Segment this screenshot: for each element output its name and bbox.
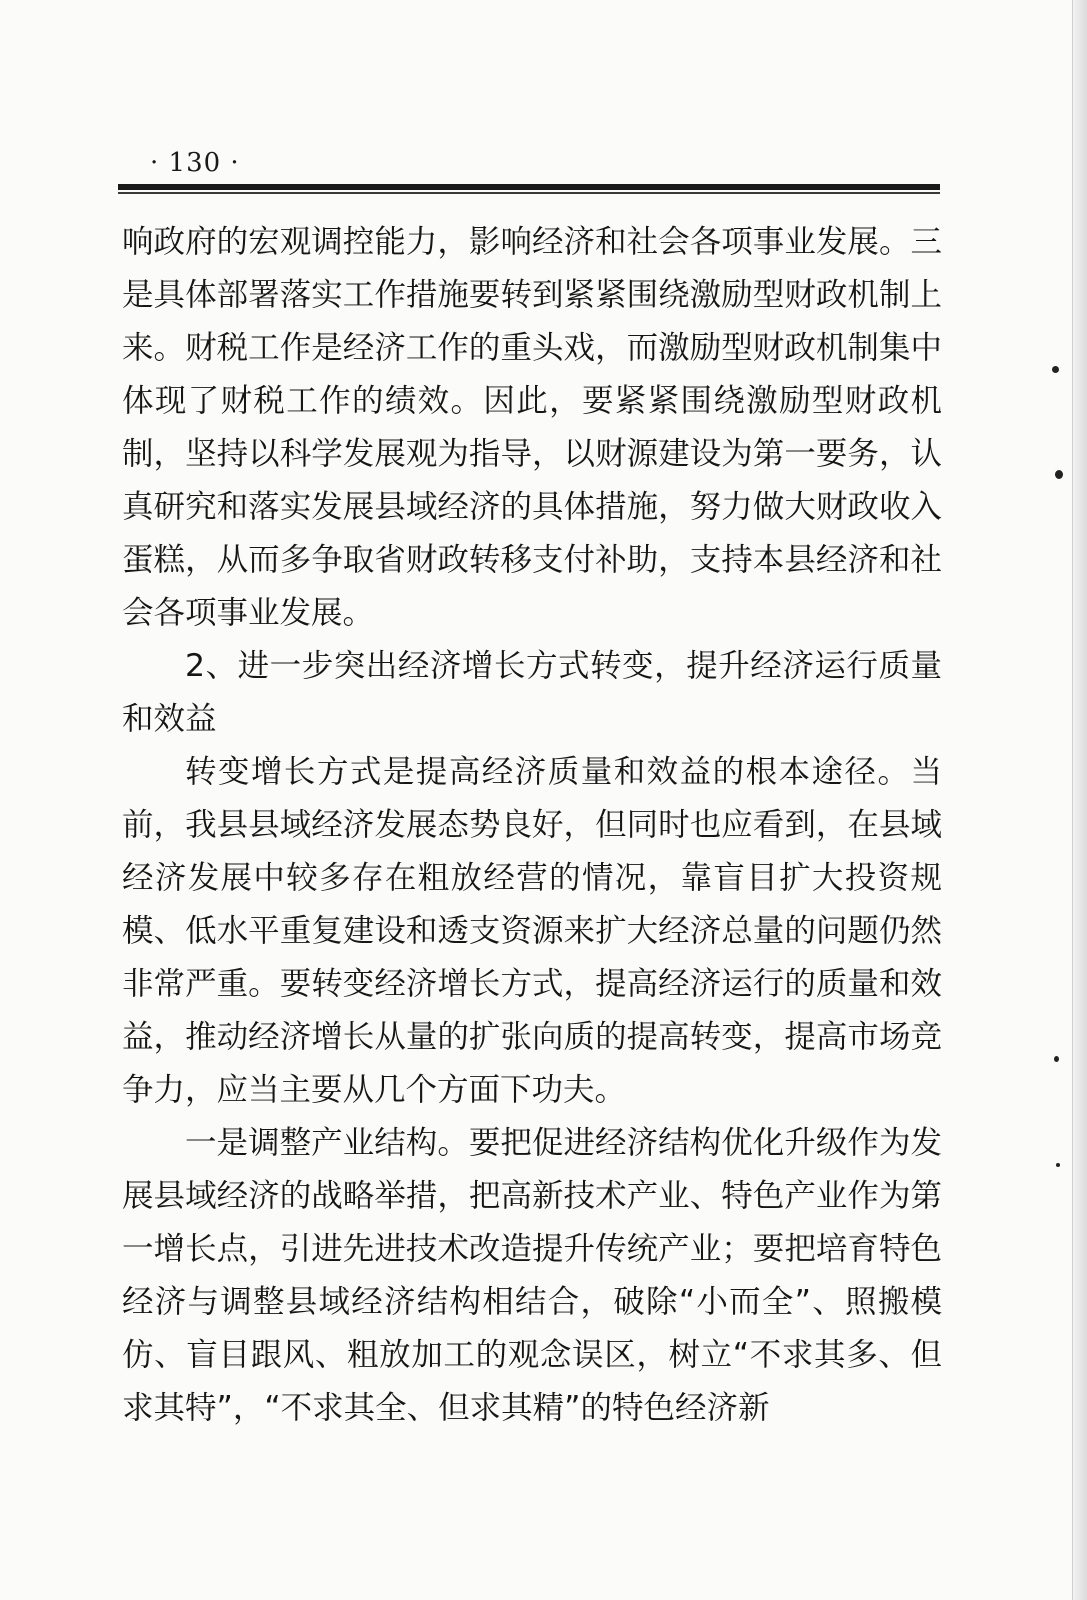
page-number-header: · 130 ·: [150, 148, 240, 178]
scan-speck: [1054, 1056, 1059, 1062]
header-rule-thin: [118, 192, 940, 194]
page-edge: [1072, 0, 1087, 1600]
paragraph: 转变增长方式是提高经济质量和效益的根本途径。当前，我县县域经济发展态势良好，但同时也应看到，在县域经济发展中较多存在粗放经营的情况，靠盲目扩大投资规模、低水平重复建设和透支资源来扩大经济总量的问题仍然非常严重。要转变经济增长方式，提高经济运行的质量和效益，推动经济增长从量的扩张向质的提高转变，提高市场竞争力，应当主要从几个方面下功夫。: [122, 754, 942, 1108]
scan-speck: [1056, 1163, 1060, 1167]
paragraph-continuation: 响政府的宏观调控能力，影响经济和社会各项事业发展。三是具体部署落实工作措施要转到紧紧围绕激励型财政机制上来。财税工作是经济工作的重头戏，而激励型财政机制集中体现了财税工作的绩效。因此，要紧紧围绕激励型财政机制，坚持以科学发展观为指导，以财源建设为第一要务，认真研究和落实发展县域经济的具体措施，努力做大财政收入蛋糕，从而多争取省财政转移支付补助，支持本县经济和社会各项事业发展。: [122, 224, 942, 631]
scan-speck: [1052, 366, 1059, 373]
paragraph: 一是调整产业结构。要把促进经济结构优化升级作为发展县域经济的战略举措，把高新技术产业、特色产业作为第一增长点，引进先进技术改造提升传统产业；要把培育特色经济与调整县域经济结构相结合，破除“小而全”、照搬模仿、盲目跟风、粗放加工的观念误区，树立“不求其多、但求其特”，“不求其全、但求其精”的特色经济新: [122, 1125, 942, 1426]
scan-speck: [1055, 470, 1063, 479]
body-text: [122, 216, 942, 1435]
header-rule-thick: [118, 184, 940, 190]
section-heading: 2、进一步突出经济增长方式转变，提升经济运行质量和效益: [122, 648, 942, 737]
